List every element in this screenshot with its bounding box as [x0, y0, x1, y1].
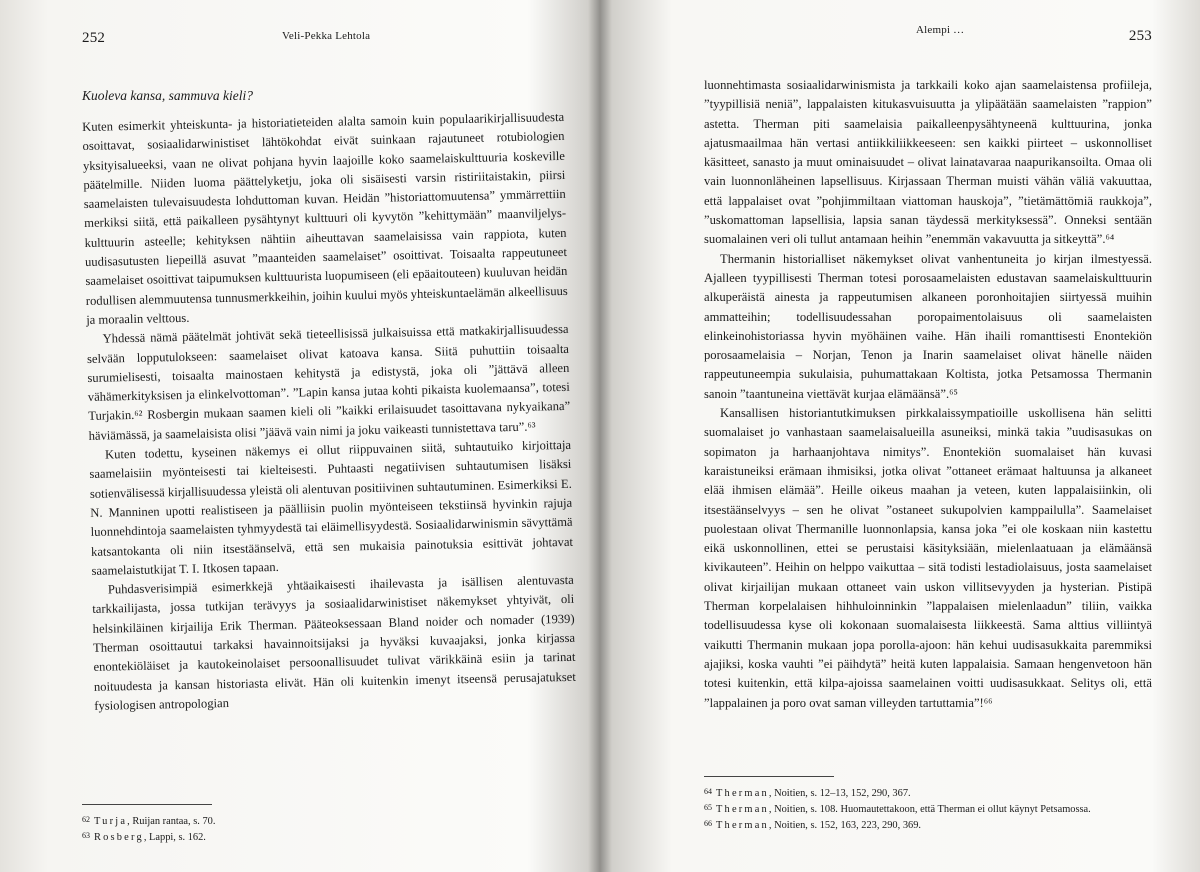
- footnote: [704, 785, 1152, 801]
- footnote-text: , Noitien, s. 108. Huomautettakoon, että Therman ei ollut käynyt Petsamossa.: [768, 804, 1091, 815]
- right-paragraph-3: Kansallisen historiantutkimuksen pirkkalaissympatioille uskollisena hän selitti suomalaiset jo vanhastaan saamelaisalueilla asuneiksi, minkä takia ”uudisasukas on sopimaton ja harhaanjohtava nimitys”. Enontekiön suomalaiset hän kuvasi karaistuneiksi erämaan ihmisiksi, jotka olivat ”ottaneet erämaat haltuunsa ja alkaneet elää ihmisen elämää”. Heille oikeus maahan ja veteen, kuten lappalaisiinkin, oli itsestäänselvyys – sen he olivat ”ostaneet sukupolvien kamppailulla”. Saamelaiset puolestaan olivat Thermanille luonnonlapsia, kansa joka ”ei ole koskaan niin kastettu eikä uskonnollinen, ettei se perustaisi käsityksiään, mielenlaatuaan ja elämäänsä kivikauteen”. Heihin on helppo vaikuttaa – sitä todisti lestadiolaisuus, josta saamelaiset olivat kirjailijan mukaan ottaneet vain uskon villitsevyyden ja hysterian. Pistipä Therman korpelalaisen hihhuloinninkin ”lappalaisen mielenlaadun” tiliin, vaikka todellisuudessa kyse oli kokonaan suomalaisesta liikkeestä. Sama alttius villiintyä vaikutti Thermanin mukaan jopa porolla-ajoon: hän kehui uudisasukkaita paremmiksi ajajiksi, koska vauhti ”ei päihdytä” heitä kuten lappalaisia. Samaan hengenvetoon hän totesi kuitenkin, että kilpa-ajoissa saamelainen voitti uudisasukkaat. Selitys oli, että ”lappalainen ja poro ovat saman villeyden tartuttamia”!⁶⁶: [704, 406, 1152, 710]
- right-paragraph-2: Thermanin historialliset näkemykset olivat vanhentuneita jo kirjan ilmestyessä. Ajalleen tyypillisesti Therman totesi porosaamelaisten edustavan saamelaiskulttuurin alkuperäistä ainesta ja rappeutumisen alkaneen poronhoitajien siirtyessä muihin ammatteihin; todellisuudessahan poropaimentolaisuus oli saamelaisten elinkeinohistoriassa hyvin myöhäinen vaihe. Hän ihaili romanttisesti Enontekiön porosaamelaisia – Norjan, Tenon ja Inarin saamelaiset olivat hänelle näiden rappeutuneempia sukulaisia, puhumattakaan Koltista, jotka Petsamossa Thermanin sanoin ”taantuneina viettävät kurjaa elämäänsä”.⁶⁵: [704, 251, 1152, 401]
- left-body-text: [82, 108, 576, 716]
- left-footnotes: [82, 804, 215, 845]
- footnote-text: , Ruijan rantaa, s. 70.: [127, 816, 216, 827]
- footnote: [704, 801, 1152, 817]
- right-running-title: Alempi …: [916, 24, 965, 36]
- footnote: [82, 829, 215, 845]
- footnote-mark: 65: [704, 803, 712, 812]
- left-page: [0, 0, 588, 872]
- footnote-text: , Noitien, s. 152, 163, 223, 290, 369.: [768, 820, 922, 831]
- footnote-text: , Lappi, s. 162.: [143, 832, 206, 843]
- footnote-author: Therman: [716, 820, 769, 831]
- footnote-mark: 62: [82, 815, 90, 824]
- left-running-title: Veli-Pekka Lehtola: [282, 30, 371, 42]
- left-running-head: [82, 30, 564, 56]
- right-footnotes: [704, 776, 1152, 833]
- section-title: Kuoleva kansa, sammuva kieli?: [82, 88, 253, 103]
- left-paragraph-3: Kuten todettu, kyseinen näkemys ei ollut riippuvainen siitä, suhtautuiko kirjoittaja saamelaisiin myönteisesti tai kielteisesti. Puhtaasti negatiivisen suhtautumisen lisäksi sotienvälisessä kirjallisuudessa yleistä oli alentuvan positiivinen suhtautuminen. Esimerkiksi E. N. Manninen upotti realistiseen ja päälliisin puolin myönteiseen tekstiinsä hyvinkin rajuja luonnehdintoja saamelaisten tyhmyydestä tai eläimellisyydestä. Sosiaalidarwinismin sävyttämä katsantokanta oli niin itsestäänselvä, että sen mukaisia painotuksia esittivät johtavat saamelaistutkijat T. I. Itkosen tapaan.: [89, 437, 574, 578]
- footnote-author: Therman: [716, 788, 769, 799]
- right-page: [612, 0, 1200, 872]
- left-paragraph-2: Yhdessä nämä päätelmät johtivät sekä tieteellisissä julkaisuissa että matkakirjallisuudessa selvään lopputulokseen: saamelaiset olivat katoava kansa. Siitä puhuttiin toisaalta surumielisesti, toisaalta mainostaen kehitystä ja edistystä, joka oli ”jättävä alleen vähämerkityksisen ja elinkelvottoman”. ”Lapin kansa jutaa kohti pikaista kuolemaansa”, totesi Turjakin.⁶² Rosbergin mukaan saamen kieli oli ”kaikki erilaisuudet tasoittavana nykyaikana” häviämässä, ja saamelaisista olisi ”jäävä vain nimi ja joku vaikeasti tunnistettava taru”.⁶³: [86, 322, 571, 443]
- footnote-text: , Noitien, s. 12–13, 152, 290, 367.: [768, 788, 911, 799]
- right-paragraph-1: luonnehtimasta sosiaalidarwinismista ja tarkkaili koko ajan saamelaistensa profiileja, ”tyypillisiä neniä”, lappalaisten kitukasvuisuutta ja ylipäätään saamelaisten ”rappion” astetta. Therman piti saamelaisia paikalleenpysähtyneenä kulttuurina, jonka ajatusmaailmaa hän vertasi antiikkiliikkeeseen: sen kaikki piirteet – uskonnolliset käsitteet, sanasto ja muut ominaisuudet – olivat lainatavaraa naapurikansoilta. Omaa oli vain luonnonläheinen lapsellisuus. Kirjassaan Therman muisti vähän väliä vakuuttaa, että lappalaiset ovat ”pohjimmiltaan viattoman hauskoja”, ”tietämättömiä raukkoja”, ”uskomattoman lapsellisia, lapsia sanan täydessä merkityksessä”. Onneksi sentään suomalainen veri oli tullut antamaan heihin ”enemmän vakavuutta ja sitkeyttä”.⁶⁴: [704, 78, 1152, 247]
- footnote-mark: 66: [704, 819, 712, 828]
- left-paragraph-4: Puhdasverisimpiä esimerkkejä yhtäaikaisesti ihailevasta ja isällisen alentuvasta tarkkailijasta, jossa tutkijan terävyys ja sosiaalidarwinistiset näkemykset yhtyivät, oli helsinkiläinen kirjailija Erik Therman. Pääteoksessaan Bland noider och nomader (1939) Therman osoittautui tarkaksi havainnoitsijaksi ja hyväksi kuvaajaksi, jonka kirjassa enontekiöläiset ja kautokeinolaiset persoonallisuudet tulivat värikkäinä esiin ja tarinat noituudesta ja kansan historiasta elivät. Hän oli kuitenkin imenyt itseensä perusajatukset fysiologisen antropologian: [92, 572, 576, 713]
- footnote-rule: [82, 804, 212, 805]
- footnote-author: Turja: [94, 816, 128, 827]
- book-gutter: [588, 0, 612, 872]
- left-page-number: 252: [82, 30, 106, 46]
- footnote-rule: [704, 776, 834, 777]
- left-paragraph-1: Kuten esimerkit yhteiskunta- ja historiatieteiden alalta samoin kuin populaarikirjallisuudesta osoittavat, sosiaalidarwinistiset lähtökohdat eivät suinkaan rajautuneet rotubiologien yksityisalueeksi, vaan ne olivat pohjana hyvin laajoille koko saamelaiskulttuuria koskeville päätelmille. Niiden luoma päättelyketju, joka oli sisäisesti varsin ristiriitaistakin, piirsi saamelaisten tulevaisuudesta lohduttoman kuvan. Heidän ”historiattomuutensa” ymmärrettiin merkiksi siitä, että paikalleen pysähtynyt kulttuuri oli kyvytön ”kehittymään” maanviljelyskulttuurin asteelle; kehityksen nähtiin aiheuttavan saamelaisissa vain rappiota, kuten uudisasutusten liepeillä asuvat ”maanteiden saamelaiset” osoittivat. Toisaalta rappeutuneet saamelaiset osoittivat taipumuksen kulttuurista luopumiseen (eli epäaitouteen) kuuluvan heidän rodullisen alemmuutensa tunnusmerkkeihin, joihin kuului myös yhteiskuntaelämän alkeellisuus ja moraalin velttous.: [82, 109, 568, 327]
- footnote: [82, 813, 215, 829]
- right-body-text: [704, 76, 1152, 713]
- right-running-head: [704, 22, 1152, 48]
- footnote: [704, 817, 1152, 833]
- footnote-author: Therman: [716, 804, 769, 815]
- footnote-mark: 63: [82, 831, 90, 840]
- footnote-mark: 64: [704, 787, 712, 796]
- footnote-author: Rosberg: [94, 832, 144, 843]
- right-page-number: 253: [1128, 28, 1152, 44]
